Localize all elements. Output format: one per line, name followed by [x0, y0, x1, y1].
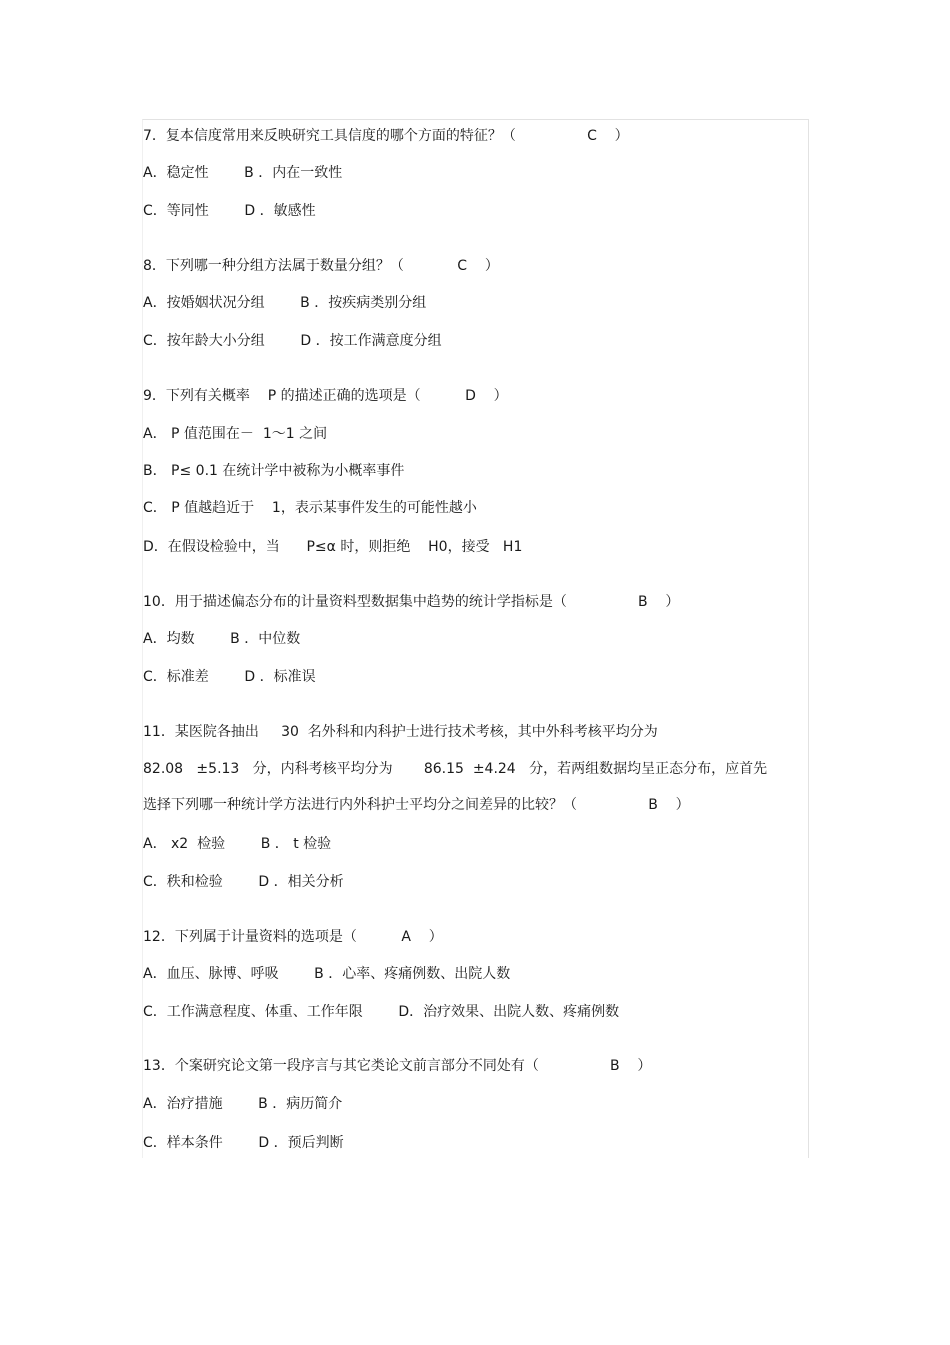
question-12-options-ab: A．血压、脉博、呼吸 B ．心率、疼痛例数、出院人数 — [143, 966, 511, 982]
question-13-options-ab: A．治疗措施 B ．病历简介 — [143, 1096, 343, 1112]
question-12-options-cd: C．工作满意程度、体重、工作年限 D．治疗效果、出院人数、疼痛例数 — [143, 1004, 620, 1020]
question-9-option-d: D．在假设检验中，当 P≤α 时，则拒绝 H0，接受 H1 — [143, 539, 523, 555]
question-11-stem-line-3: 选择下列哪一种统计学方法进行内外科护士平均分之间差异的比较？（ B ） — [143, 797, 690, 813]
question-11-stem-line-2: 82.08 ±5.13 分，内科考核平均分为 86.15 ±4.24 分，若两组数据均呈正态分布，应首先 — [143, 761, 768, 777]
question-11-stem-line-1: 11．某医院各抽出 30 名外科和内科护士进行技术考核，其中外科考核平均分为 — [143, 724, 658, 740]
question-12-stem: 12．下列属于计量资料的选项是（ A ） — [143, 929, 443, 945]
question-10-options-cd: C．标准差 D ．标准误 — [143, 669, 316, 685]
question-11-options-cd: C．秩和检验 D ．相关分析 — [143, 874, 344, 890]
question-7-options-ab: A．稳定性 B ．内在一致性 — [143, 165, 343, 181]
question-9-option-a: A． P 值范围在－ 1～1 之间 — [143, 426, 328, 442]
question-13-options-cd: C．样本条件 D ．预后判断 — [143, 1135, 344, 1151]
question-7-options-cd: C．等同性 D ．敏感性 — [143, 203, 316, 219]
question-13-stem: 13．个案研究论文第一段序言与其它类论文前言部分不同处有（ B ） — [143, 1058, 652, 1074]
question-8-options-cd: C．按年龄大小分组 D ．按工作满意度分组 — [143, 333, 442, 349]
question-10-stem: 10．用于描述偏态分布的计量资料型数据集中趋势的统计学指标是（ B ） — [143, 594, 680, 610]
question-9-stem: 9．下列有关概率 P 的描述正确的选项是（ D ） — [143, 388, 508, 404]
question-8-options-ab: A．按婚姻状况分组 B ．按疾病类别分组 — [143, 295, 427, 311]
question-8-stem: 8．下列哪一种分组方法属于数量分组？（ C ） — [143, 258, 499, 274]
question-10-options-ab: A．均数 B ．中位数 — [143, 631, 301, 647]
question-9-option-b: B． P≤ 0.1 在统计学中被称为小概率事件 — [143, 463, 405, 479]
question-11-options-ab: A． x2 检验 B ． t 检验 — [143, 836, 332, 852]
question-7-stem: 7．复本信度常用来反映研究工具信度的哪个方面的特征？（ C ） — [143, 128, 629, 144]
question-9-option-c: C． P 值越趋近于 1，表示某事件发生的可能性越小 — [143, 500, 477, 516]
